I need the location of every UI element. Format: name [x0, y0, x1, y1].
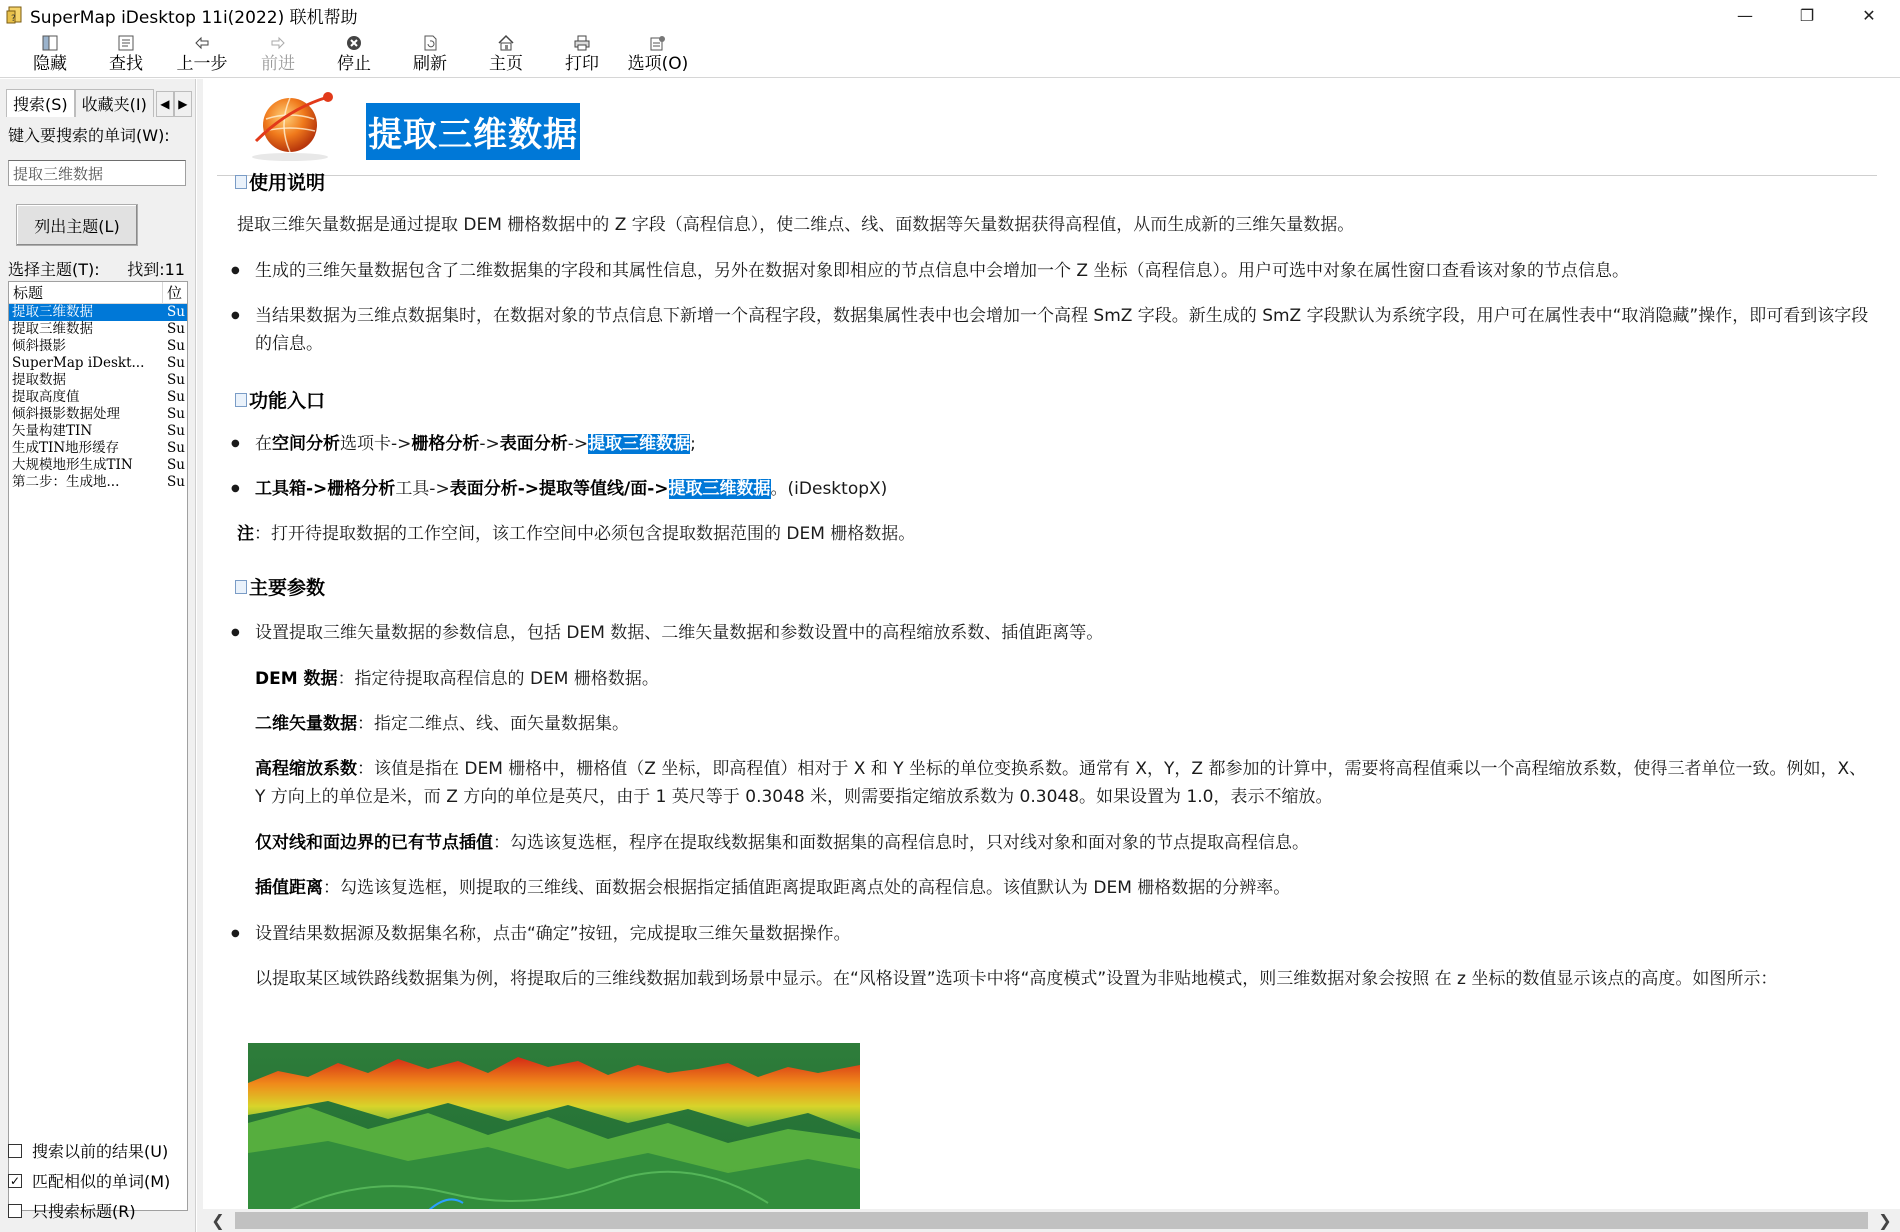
text-span: ：该值是指在 DEM 栅格中，栅格值（Z 坐标，即高程值）相对于 X 和 Y 坐标的单位变换系数。通常有 X，Y，Z 都参加的计算中，需要将高程值乘以一个高程缩放系数，使得三者单位一致。例如，X、Y 方向上的单位是米，而 Z 方向的单位是英尺，由于 1 英尺等于 0.3048 米，则需要指定缩放系数为 0.3048。如果设置为 1.0，表示不缩放。: [255, 759, 1867, 807]
text-span: 高程缩放系数: [255, 759, 357, 779]
list-item[interactable]: [9, 389, 187, 406]
list-item-title: 提取三维数据: [12, 321, 93, 337]
search-hit-highlight[interactable]: 提取三维数据: [668, 479, 771, 499]
title-bar: [0, 0, 1900, 30]
hide-icon: [40, 33, 60, 53]
scroll-track[interactable]: [233, 1209, 1870, 1232]
hide-button[interactable]: 隐藏: [12, 30, 88, 78]
text-span: ：勾选该复选框，则提取的三维线、面数据会根据指定插值距离提取距离点处的高程信息。该值默认为 DEM 栅格数据的分辨率。: [323, 878, 1291, 898]
list-item[interactable]: [9, 474, 187, 491]
text-span: 提取等值线/面: [539, 479, 648, 499]
minimize-button[interactable]: —: [1737, 5, 1753, 25]
list-item-location: Su: [167, 423, 185, 439]
scroll-right-icon[interactable]: ❯: [1878, 1211, 1892, 1230]
tab-favorites[interactable]: 收藏夹(I): [75, 89, 154, 117]
search-hit-highlight[interactable]: 提取三维数据: [588, 434, 691, 454]
forward-arrow-icon: [268, 33, 288, 53]
found-count: 找到:11: [127, 260, 185, 279]
header-divider: [217, 175, 1877, 176]
list-item-title: 提取三维数据: [9, 304, 167, 321]
help-app-icon: [6, 5, 24, 25]
text-span: 使用说明: [249, 172, 326, 194]
checkbox-box[interactable]: [8, 1204, 22, 1218]
supermap-globe-logo-icon: [248, 89, 340, 161]
list-item[interactable]: [9, 457, 187, 474]
home-icon: [496, 33, 516, 53]
list-item-location: Su: [167, 304, 187, 321]
entry-path-1: [231, 430, 1881, 458]
list-item-title: 倾斜摄影: [12, 338, 66, 354]
list-item-location: Su: [167, 389, 185, 405]
text-span: 表面分析: [499, 434, 568, 454]
list-item-location: Su: [167, 355, 185, 371]
list-item[interactable]: [9, 406, 187, 423]
text-span: ：指定待提取高程信息的 DEM 栅格数据。: [337, 669, 659, 689]
param-dem: [255, 665, 1875, 693]
stop-button[interactable]: 停止: [316, 30, 392, 78]
restore-button[interactable]: ❐: [1799, 5, 1815, 25]
text-span: 空间分析: [272, 434, 340, 454]
match-similar-checkbox[interactable]: ✓ 匹配相似的单词(M): [9, 1172, 171, 1191]
usage-bullet-1: ● 生成的三维矢量数据包含了二维数据集的字段和其属性信息，另外在数据对象即相应的节点信息中会增加一个 Z 坐标（高程信息）。用户可选中对象在属性窗口查看该对象的节点信息。: [231, 257, 1881, 285]
tab-scroll-arrows: [156, 91, 192, 117]
refresh-button[interactable]: 刷新: [392, 30, 468, 78]
help-content: [203, 79, 1900, 1209]
section-heading-params: [235, 573, 325, 600]
text-span: 二维矢量数据: [255, 714, 357, 734]
list-item-location: Su: [167, 474, 185, 490]
column-location[interactable]: 位: [167, 284, 183, 302]
list-item[interactable]: [9, 372, 187, 389]
checkbox-box-checked[interactable]: ✓: [9, 1173, 21, 1188]
options-icon: [648, 33, 668, 53]
text-span: DEM 数据: [255, 669, 338, 689]
text-span: ：勾选该复选框，程序在提取线数据集和面数据集的高程信息时，只对线对象和面对象的节点提取高程信息。: [493, 833, 1309, 853]
list-item[interactable]: [9, 440, 187, 457]
usage-intro-text: 提取三维矢量数据是通过提取 DEM 栅格数据中的 Z 字段（高程信息），使二维点、线、面数据等矢量数据获得高程值，从而生成新的三维矢量数据。: [237, 215, 1355, 235]
list-item-location: Su: [167, 321, 185, 337]
back-button[interactable]: 上一步: [164, 30, 240, 78]
list-item-title: 大规模地形生成TIN: [12, 457, 133, 473]
tab-scroll-left-icon[interactable]: ◀: [156, 91, 174, 117]
column-title[interactable]: 标题: [9, 282, 163, 303]
example-text: 以提取某区域铁路线数据集为例，将提取后的三维线数据加载到场景中显示。在“风格设置”选项卡中将“高度模式”设置为非贴地模式，则三维数据对象会按照 在 z 坐标的数值显示该点的高度。如图所示：: [255, 969, 1778, 989]
page-header: [248, 85, 580, 165]
search-previous-checkbox[interactable]: 搜索以前的结果(U): [8, 1139, 168, 1162]
print-icon: [572, 33, 592, 53]
text-span: ->: [647, 479, 669, 499]
list-item[interactable]: [9, 338, 187, 355]
scroll-thumb[interactable]: [235, 1212, 1868, 1229]
document-icon: [235, 580, 247, 594]
list-item-title: 提取高度值: [12, 389, 80, 405]
text-span: 表面分析: [449, 479, 518, 499]
list-item[interactable]: [9, 321, 187, 338]
tab-scroll-right-icon[interactable]: ▶: [174, 91, 192, 117]
window-controls: [1714, 0, 1900, 30]
text-span: 工具箱: [255, 479, 306, 499]
find-button[interactable]: 查找: [88, 30, 164, 78]
list-item-location: Su: [167, 457, 185, 473]
list-topics-button[interactable]: 列出主题(L): [16, 204, 138, 246]
text-span: 栅格分析: [411, 434, 480, 454]
refresh-icon: [420, 33, 440, 53]
titles-only-checkbox[interactable]: 只搜索标题(R): [8, 1199, 136, 1222]
list-item-title: SuperMap iDeskt...: [12, 355, 145, 371]
close-button[interactable]: ✕: [1862, 5, 1876, 25]
list-item[interactable]: [9, 304, 187, 321]
text-span: ：指定二维点、线、面矢量数据集。: [357, 714, 629, 734]
params-bullet-2: ● 设置结果数据源及数据集名称，点击“确定”按钮，完成提取三维矢量数据操作。: [231, 920, 1881, 948]
terrain-3d-preview-image: [248, 1043, 860, 1209]
param-interp-distance: [255, 874, 1875, 902]
options-button[interactable]: 选项(O): [620, 30, 696, 78]
print-button[interactable]: 打印: [544, 30, 620, 78]
topic-results-list[interactable]: [8, 281, 188, 1211]
home-button[interactable]: 主页: [468, 30, 544, 78]
list-header: [9, 282, 187, 304]
list-item-location: Su: [167, 372, 185, 388]
horizontal-scrollbar[interactable]: [203, 1209, 1900, 1232]
text-span: 在: [255, 434, 272, 454]
entry-path-2: [231, 475, 1881, 503]
section-heading-entry: [235, 386, 325, 413]
search-input[interactable]: 提取三维数据: [8, 160, 186, 186]
text-span: 选项卡->: [340, 434, 412, 454]
scroll-left-icon[interactable]: ❮: [211, 1211, 225, 1230]
list-item[interactable]: [9, 355, 187, 372]
text-span: ->: [517, 479, 540, 499]
list-item-location: Su: [167, 338, 185, 354]
usage-bullet-2: ● 当结果数据为三维点数据集时，在数据对象的节点信息下新增一个高程字段，数据集属性表中也会增加一个高程 SmZ 字段。新生成的 SmZ 字段默认为系统字段，用户可在属性表中“取消隐藏”操作，即可看到该字段的信息。: [231, 302, 1881, 358]
list-item[interactable]: [9, 423, 187, 440]
params-bullet-1: ● 设置提取三维矢量数据的参数信息，包括 DEM 数据、二维矢量数据和参数设置中的高程缩放系数、插值距离等。: [231, 619, 1881, 647]
section-heading-usage: [235, 168, 325, 195]
forward-button[interactable]: 前进: [240, 30, 316, 78]
text-span: ：打开待提取数据的工作空间，该工作空间中必须包含提取数据范围的 DEM 栅格数据。: [254, 524, 916, 544]
text-span: 栅格分析: [327, 479, 396, 499]
param-vector: [255, 710, 1875, 738]
note-text: [237, 520, 1877, 548]
tab-search[interactable]: 搜索(S): [6, 89, 75, 117]
list-item-title: 生成TIN地形缓存: [12, 440, 120, 456]
toolbar: [0, 30, 1900, 78]
list-item-location: Su: [167, 406, 185, 422]
list-item-location: Su: [167, 440, 185, 456]
text-span: 。(iDesktopX): [770, 479, 888, 499]
text-span: 插值距离: [255, 878, 323, 898]
back-arrow-icon: [192, 33, 212, 53]
text-span: ->: [306, 479, 328, 499]
document-icon: [235, 393, 247, 407]
window-title: SuperMap iDesktop 11i(2022) 联机帮助: [30, 7, 358, 28]
search-word-label: 键入要搜索的单词(W):: [8, 126, 170, 145]
list-item-title: 倾斜摄影数据处理: [12, 406, 120, 422]
svg-text:?: ?: [11, 14, 16, 24]
list-item-title: 提取数据: [12, 372, 66, 388]
text-span: ;: [690, 434, 696, 454]
page-title: 提取三维数据: [366, 103, 580, 160]
text-span: ->: [479, 434, 500, 454]
navigation-pane: [0, 79, 196, 1232]
text-span: 工具->: [395, 479, 450, 499]
list-item-title: 矢量构建TIN: [12, 423, 93, 439]
document-icon: [235, 175, 247, 189]
checkbox-box[interactable]: [8, 1144, 22, 1158]
text-span: 功能入口: [249, 390, 326, 412]
text-span: 主要参数: [249, 577, 326, 599]
text-span: 仅对线和面边界的已有节点插值: [255, 833, 493, 853]
list-item-title: 第二步：生成地...: [12, 474, 120, 490]
find-icon: [116, 33, 136, 53]
param-node-interp: [255, 829, 1875, 857]
text-span: 注: [237, 524, 254, 544]
param-elevation-scale: [255, 755, 1875, 811]
nav-tabs: [6, 89, 192, 117]
stop-icon: [344, 33, 364, 53]
select-topic-label: 选择主题(T):: [8, 260, 100, 279]
text-span: ->: [567, 434, 589, 454]
